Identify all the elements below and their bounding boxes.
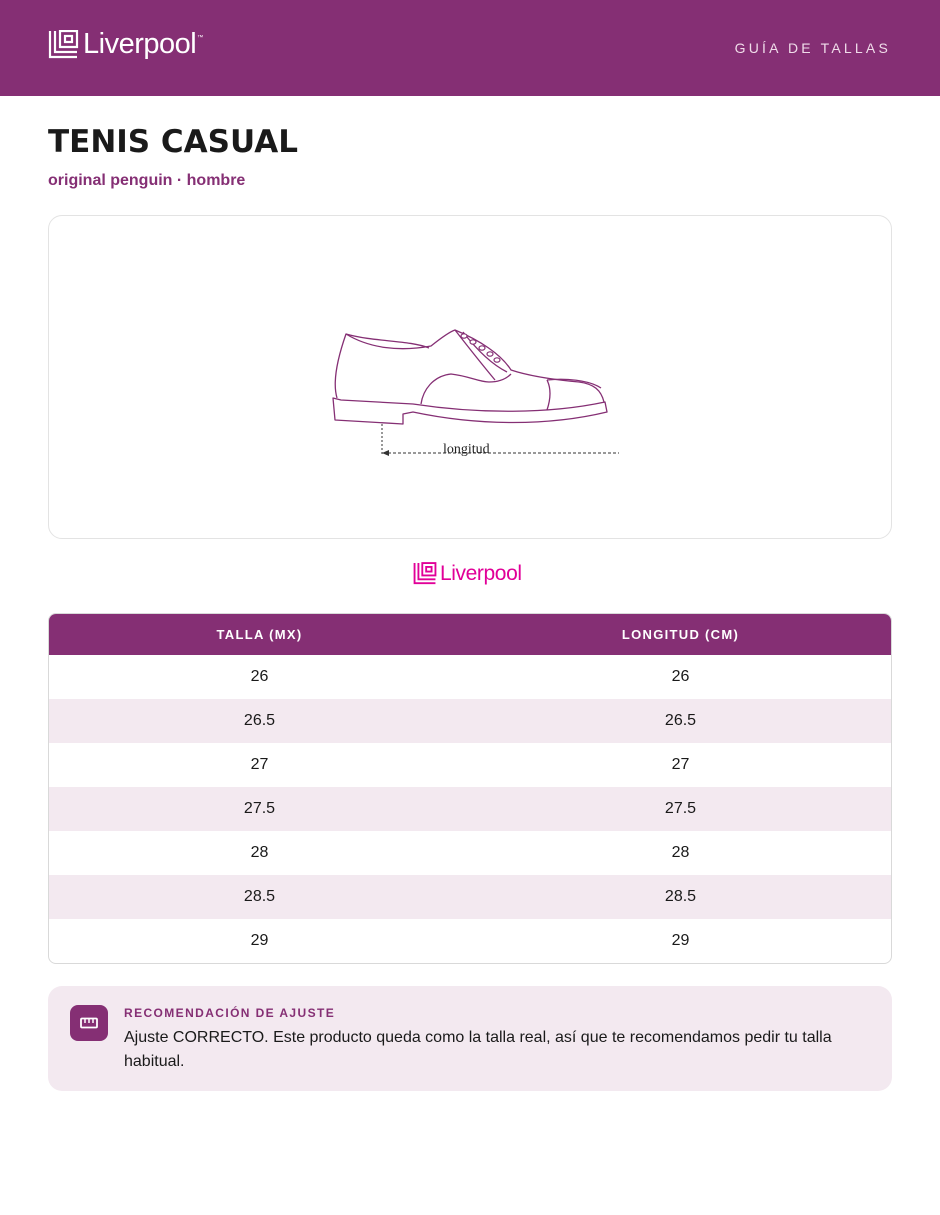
table-row <box>49 743 891 787</box>
size-cell: 28 <box>250 844 269 861</box>
trademark-mark: ™ <box>197 35 204 41</box>
brand-logo-name: Liverpool <box>440 562 522 585</box>
liverpool-mark-icon <box>413 562 437 585</box>
table-row <box>49 831 891 875</box>
brand-name: Liverpool <box>83 28 197 60</box>
size-cell: 27 <box>250 756 269 773</box>
table-row <box>49 919 891 963</box>
table-row <box>49 699 891 743</box>
shoe-illustration-card <box>48 215 892 539</box>
size-cell: 26 <box>250 668 269 685</box>
size-cell: 28.5 <box>243 888 276 905</box>
size-cell: 26.5 <box>243 712 276 729</box>
length-cell: 28.5 <box>664 888 697 905</box>
column-header-length: LONGITUD (CM) <box>621 627 740 642</box>
recommendation-title: RECOMENDACIÓN DE AJUSTE <box>124 1006 336 1020</box>
page-title: TENIS CASUAL <box>48 124 298 160</box>
brand-logo <box>413 562 522 585</box>
fit-recommendation-panel <box>48 986 892 1091</box>
length-cell: 29 <box>671 932 690 949</box>
column-header-size: TALLA (MX) <box>216 627 303 642</box>
size-cell: 29 <box>250 932 269 949</box>
length-cell: 26 <box>671 668 690 685</box>
liverpool-logo[interactable] <box>48 30 203 59</box>
longitud-label: longitud <box>443 442 490 457</box>
table-header <box>49 614 891 655</box>
liverpool-mark-icon <box>48 30 79 59</box>
header-bar <box>0 0 940 96</box>
size-table <box>48 613 892 964</box>
size-guide-label: GUÍA DE TALLAS <box>734 40 891 56</box>
table-row <box>49 787 891 831</box>
length-cell: 27.5 <box>664 800 697 817</box>
size-cell: 27.5 <box>243 800 276 817</box>
ruler-icon <box>70 1005 108 1041</box>
length-cell: 28 <box>671 844 690 861</box>
recommendation-text: Ajuste CORRECTO. Este producto queda como la talla real, así que te recomendamos pedir tu talla habitual. <box>124 1029 832 1070</box>
length-cell: 27 <box>671 756 690 773</box>
table-body <box>49 655 891 963</box>
product-subtitle: original penguin · hombre <box>48 172 246 189</box>
length-cell: 26.5 <box>664 712 697 729</box>
table-row <box>49 875 891 919</box>
table-row <box>49 655 891 699</box>
